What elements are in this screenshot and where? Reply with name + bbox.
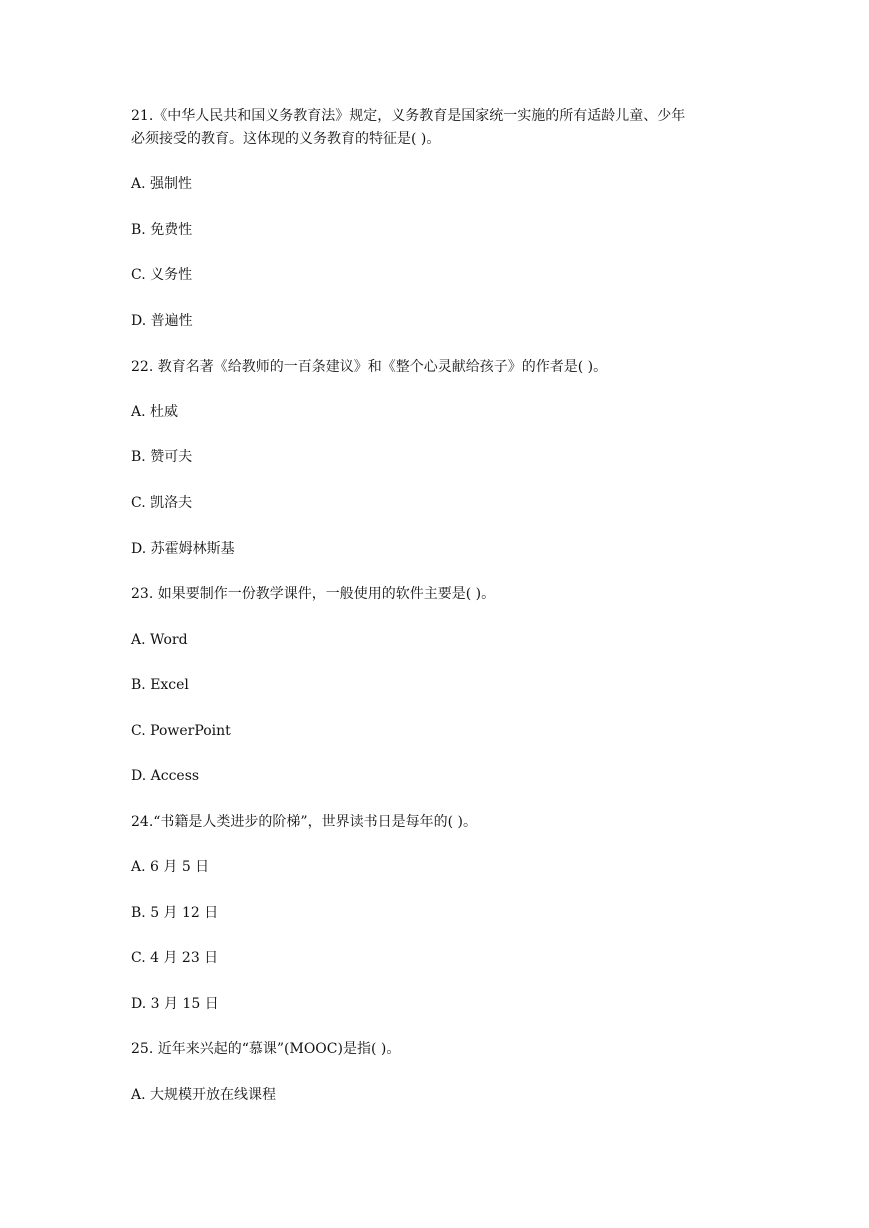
question-22-option-a: A. 杜威: [131, 404, 179, 420]
question-24-option-c: C. 4 月 23 日: [131, 950, 219, 966]
question-24-option-d: D. 3 月 15 日: [131, 996, 219, 1012]
question-24-stem: 24.“书籍是人类进步的阶梯”，世界读书日是每年的( )。: [131, 814, 477, 830]
question-23-option-a: A. Word: [131, 632, 188, 648]
question-21-option-d: D. 普遍性: [131, 313, 193, 329]
question-25-option-a: A. 大规模开放在线课程: [131, 1087, 277, 1103]
question-23-option-c: C. PowerPoint: [131, 723, 231, 739]
question-24-option-a: A. 6 月 5 日: [131, 859, 210, 875]
question-22-stem: 22. 教育名著《给教师的一百条建议》和《整个心灵献给孩子》的作者是( )。: [131, 359, 608, 375]
question-21-stem-line-2: 必须接受的教育。这体现的义务教育的特征是( )。: [131, 131, 441, 147]
question-23-stem: 23. 如果要制作一份教学课件，一般使用的软件主要是( )。: [131, 586, 496, 602]
question-21-option-b: B. 免费性: [131, 222, 193, 238]
question-22-option-c: C. 凯洛夫: [131, 495, 193, 511]
question-22-option-b: B. 赞可夫: [131, 449, 193, 465]
question-21-option-a: A. 强制性: [131, 176, 193, 192]
question-21-stem-line-1: 21.《中华人民共和国义务教育法》规定，义务教育是国家统一实施的所有适龄儿童、少年: [131, 108, 686, 124]
question-23-option-b: B. Excel: [131, 677, 189, 693]
question-25-stem: 25. 近年来兴起的“慕课”(MOOC)是指( )。: [131, 1041, 401, 1057]
question-21-option-c: C. 义务性: [131, 267, 193, 283]
question-24-option-b: B. 5 月 12 日: [131, 905, 219, 921]
question-22-option-d: D. 苏霍姆林斯基: [131, 541, 235, 557]
question-23-option-d: D. Access: [131, 768, 200, 784]
